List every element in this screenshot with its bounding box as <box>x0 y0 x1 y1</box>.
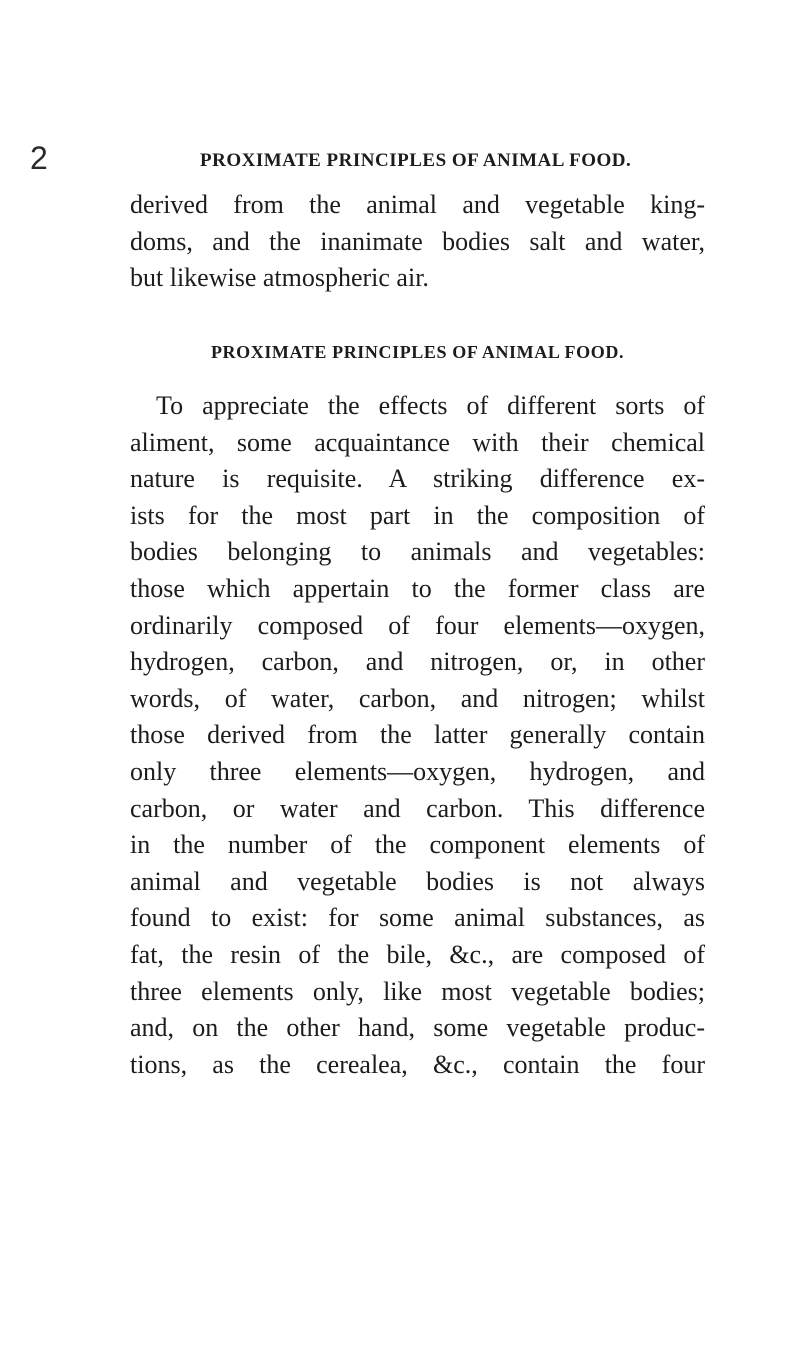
intro-paragraph <box>130 187 705 297</box>
page-number: 2 <box>30 140 48 176</box>
text-line: tions, as the cerealea, &c., contain the four <box>130 1049 705 1079</box>
text-line: those derived from the latter generally contain <box>130 720 705 750</box>
text-line: bodies belonging to animals and vegetables: <box>130 537 705 567</box>
text-line: three elements only, like most vegetable bodies; <box>130 976 705 1006</box>
text-line: aliment, some acquaintance with their chemical <box>130 427 705 457</box>
text-line: but likewise atmospheric air. <box>130 263 429 293</box>
text-line: hydrogen, carbon, and nitrogen, or, in other <box>130 647 705 677</box>
text-line: doms, and the inanimate bodies salt and water, <box>130 226 705 256</box>
text-line: those which appertain to the former class are <box>130 573 705 603</box>
running-title: PROXIMATE PRINCIPLES OF ANIMAL FOOD. <box>200 150 632 171</box>
body-paragraph <box>130 388 705 1083</box>
text-line: animal and vegetable bodies is not always <box>130 866 705 896</box>
running-head <box>30 140 770 176</box>
text-line: found to exist: for some animal substances, as <box>130 903 705 933</box>
text-line: only three elements—oxygen, hydrogen, and <box>130 756 705 786</box>
text-line: ordinarily composed of four elements—oxygen, <box>130 610 705 640</box>
text-line: To appreciate the effects of different sorts of <box>156 391 705 420</box>
text-line: ists for the most part in the composition of <box>130 500 705 530</box>
text-line: nature is requisite. A striking difference ex- <box>130 464 705 494</box>
section-heading: PROXIMATE PRINCIPLES OF ANIMAL FOOD. <box>210 342 625 362</box>
text-line: carbon, or water and carbon. This difference <box>130 793 705 823</box>
text-line: and, on the other hand, some vegetable produc- <box>130 1013 705 1043</box>
text-line: derived from the animal and vegetable king- <box>130 190 705 219</box>
text-line: fat, the resin of the bile, &c., are composed of <box>130 939 705 969</box>
text-line: words, of water, carbon, and nitrogen; whilst <box>130 683 705 713</box>
text-line: in the number of the component elements of <box>130 830 705 860</box>
